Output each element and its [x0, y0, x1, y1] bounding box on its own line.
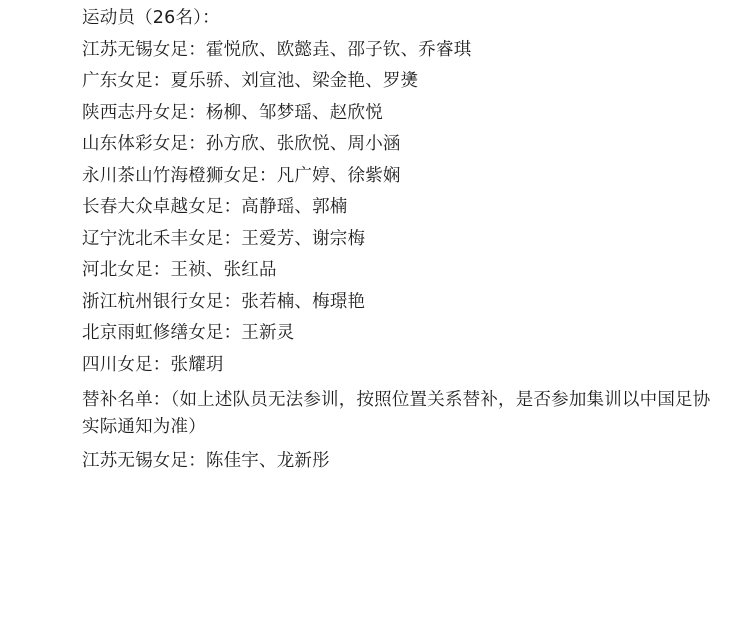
substitute-team-line: 江苏无锡女足：陈佳宇、龙新彤: [82, 451, 330, 472]
team-line: 山东体彩女足：孙方欣、张欣悦、周小涵: [82, 134, 401, 154]
roster-heading: 运动员（26名）：: [82, 8, 220, 28]
team-line: 广东女足：夏乐骄、刘宣池、梁金艳、罗㷭: [82, 71, 419, 91]
team-line: 浙江杭州银行女足：张若楠、梅璟艳: [82, 291, 366, 312]
team-line: 永川茶山竹海橙狮女足：凡广婷、徐紫娴: [82, 165, 401, 186]
team-line: 辽宁沈北禾丰女足：王爱芳、谢宗梅: [82, 228, 366, 249]
team-line: 北京雨虹修缮女足：王新灵: [82, 323, 295, 343]
team-line: 四川女足：张耀玥: [82, 354, 224, 375]
team-line: 长春大众卓越女足：高静瑶、郭楠: [82, 197, 348, 217]
team-line: 河北女足：王祯、张红品: [82, 260, 277, 280]
team-line: 陕西志丹女足：杨柳、邹梦瑶、赵欣悦: [82, 102, 383, 123]
team-line: 江苏无锡女足：霍悦欣、欧懿垚、邵子钦、乔睿琪: [82, 39, 472, 60]
substitute-note: 替补名单：（如上述队员无法参训，按照位置关系替补，是否参加集训以中国足协实际通知为准）: [82, 390, 711, 438]
